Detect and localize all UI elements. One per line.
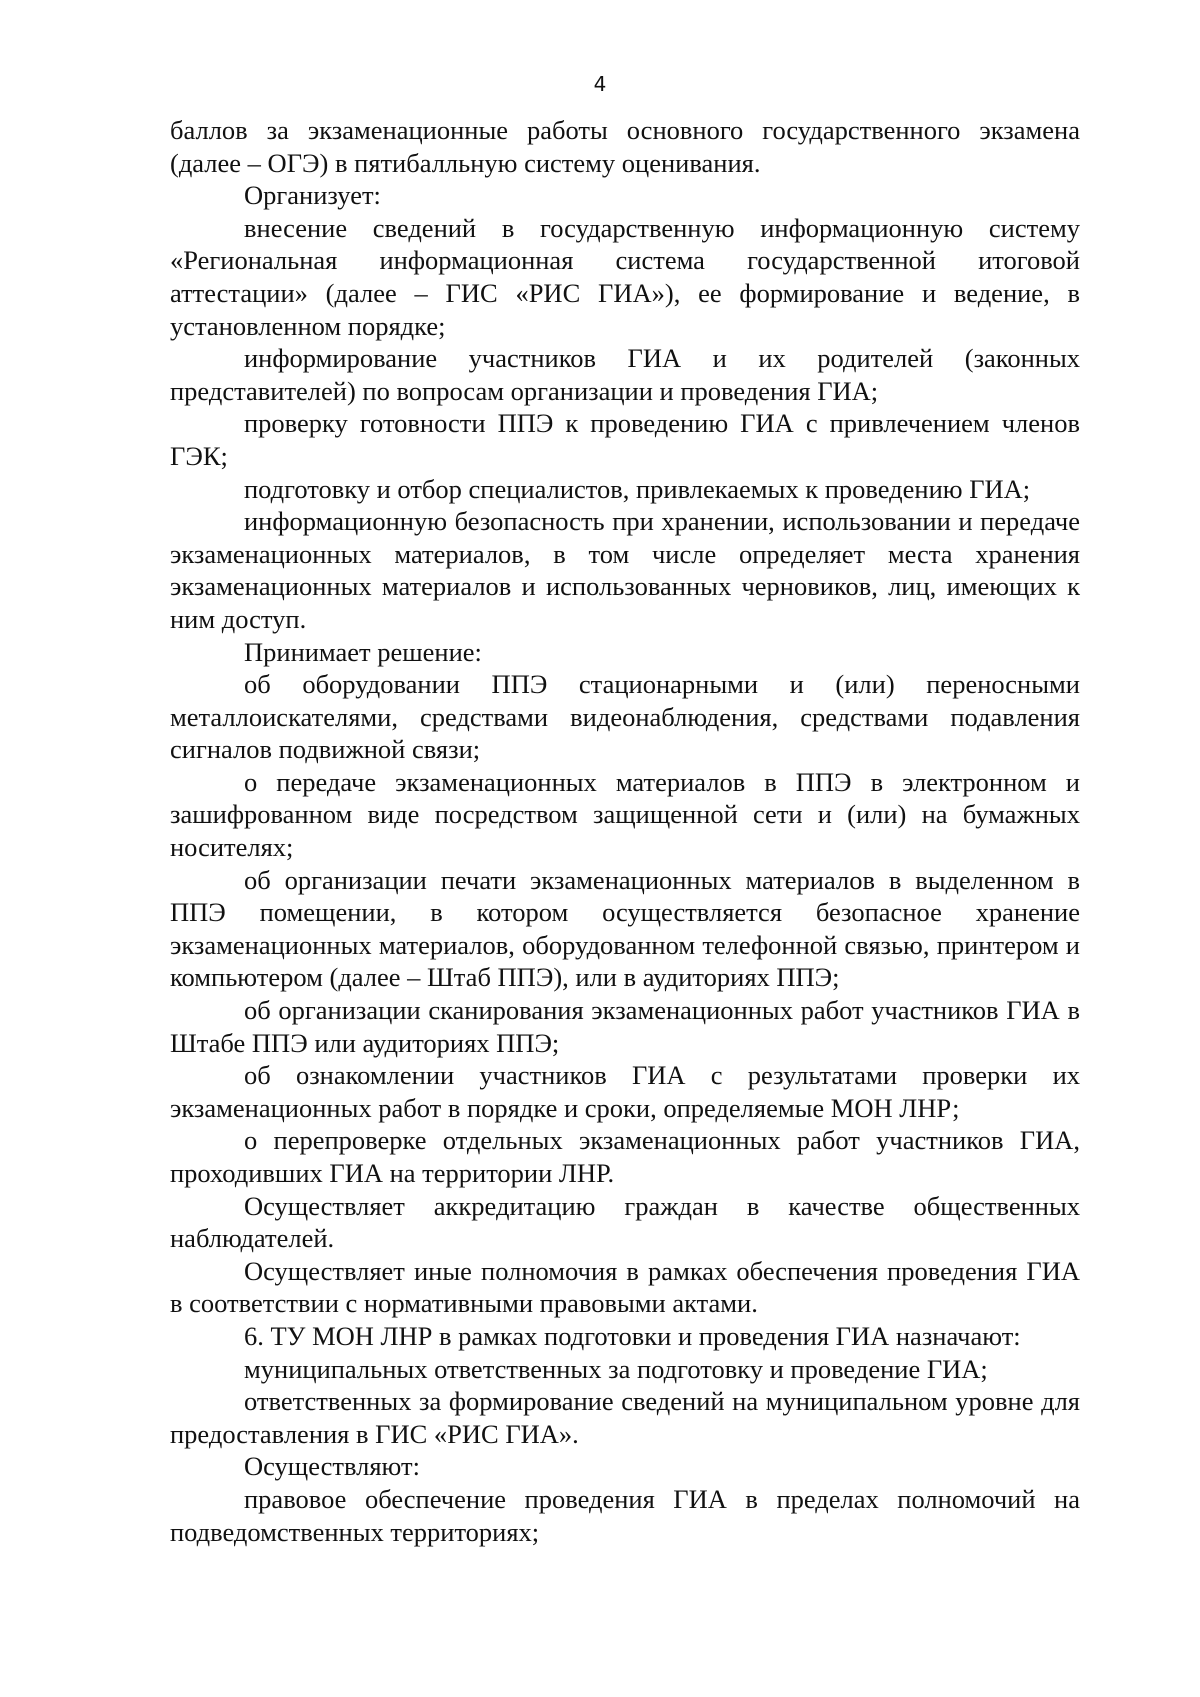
paragraph-specialists: подготовку и отбор специалистов, привлекаемых к проведению ГИА; — [244, 473, 1031, 504]
paragraph-municipal-responsible: муниципальных ответственных за подготовку и проведение ГИА; — [244, 1353, 988, 1384]
paragraph-data-responsible: ответственных за формирование сведений на муниципальном уровне для предоставления в ГИС «РИС ГИА». — [170, 1386, 1080, 1449]
paragraph-ppe-check: проверку готовности ППЭ к проведению ГИА с привлечением членов ГЭК; — [170, 408, 1080, 471]
paragraph-other-powers: Осуществляет иные полномочия в рамках обеспечения проведения ГИА в соответствии с нормативными правовыми актами. — [170, 1255, 1080, 1319]
document-body — [170, 114, 1080, 1548]
paragraph-results-review: об ознакомлении участников ГИА с результатами проверки их экзаменационных работ в порядке и сроки, определяемые МОН ЛНР; — [170, 1060, 1080, 1123]
paragraph-equipment: об оборудовании ППЭ стационарными и (или) переносными металлоискателями, средствами видеонаблюдения, средствами подавления сигналов подвижной связи; — [170, 669, 1080, 765]
paragraph-gis-entry: внесение сведений в государственную информационную систему «Региональная информационная система государственной итоговой аттестации» (далее – ГИС «РИС ГИА»), ее формирование и ведение, в установленном порядке; — [170, 212, 1080, 341]
paragraph-implement-heading: Осуществляют: — [244, 1451, 420, 1482]
paragraph-info-security: информационную безопасность при хранении, использовании и передаче экзаменационных материалов, в том числе определяет места хранения экзаменационных материалов и использованных черновиков, лиц, имеющих к ним доступ. — [170, 506, 1080, 634]
paragraph-continuation: баллов за экзаменационные работы основного государственного экзамена (далее – ОГЭ) в пятибалльную систему оценивания. — [170, 115, 1080, 178]
paragraph-legal-support: правовое обеспечение проведения ГИА в пределах полномочий на подведомственных территориях; — [170, 1483, 1080, 1547]
paragraph-recheck: о перепроверке отдельных экзаменационных работ участников ГИА, проходивших ГИА на территории ЛНР. — [170, 1125, 1080, 1188]
paragraph-scanning: об организации сканирования экзаменационных работ участников ГИА в Штабе ППЭ или аудиториях ППЭ; — [170, 995, 1080, 1058]
paragraph-section-6: 6. ТУ МОН ЛНР в рамках подготовки и проведения ГИА назначают: — [244, 1320, 1021, 1351]
paragraph-organizes-heading: Организует: — [244, 180, 381, 211]
page-number: 4 — [593, 72, 607, 96]
paragraph-decision-heading: Принимает решение: — [244, 636, 482, 667]
paragraph-informing: информирование участников ГИА и их родителей (законных представителей) по вопросам организации и проведения ГИА; — [170, 343, 1080, 406]
paragraph-accreditation: Осуществляет аккредитацию граждан в качестве общественных наблюдателей. — [170, 1190, 1080, 1254]
paragraph-printing: об организации печати экзаменационных материалов в выделенном в ППЭ помещении, в котором осуществляется безопасное хранение экзаменационных материалов, оборудованном телефонной связью, принтером и компьютером (далее – Штаб ППЭ), или в аудиториях ППЭ; — [170, 864, 1080, 993]
paragraph-materials-transfer: о передаче экзаменационных материалов в ППЭ в электронном и зашифрованном виде посредством защищенной сети и (или) на бумажных носителях; — [170, 766, 1080, 863]
